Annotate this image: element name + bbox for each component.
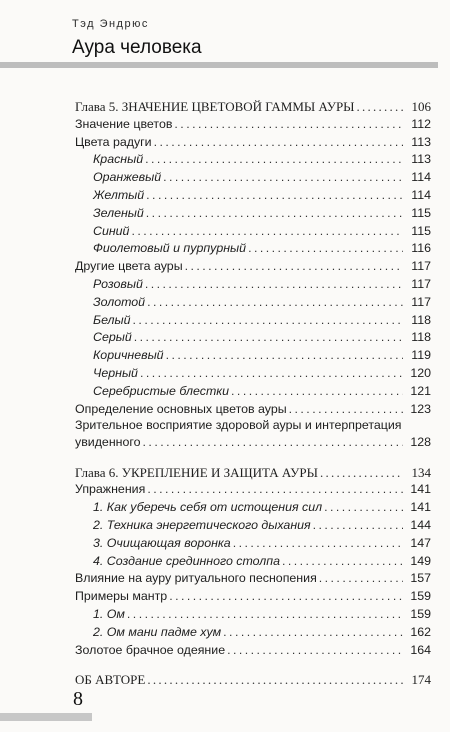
toc-subentry xyxy=(75,240,431,258)
toc-entry xyxy=(75,116,431,134)
toc-entry-label: Определение основных цветов ауры xyxy=(75,401,287,416)
toc-subentry xyxy=(75,606,431,624)
footer-rule xyxy=(0,713,92,721)
toc-entry-page: 112 xyxy=(411,116,431,131)
toc-entry-continuation xyxy=(75,434,431,452)
toc-entry-label: 3. Очищающая воронка xyxy=(93,535,231,550)
toc-entry-label: Глава 6. УКРЕПЛЕНИЕ И ЗАЩИТА АУРЫ xyxy=(75,464,318,480)
toc-entry xyxy=(75,481,431,499)
toc-entry-page: 157 xyxy=(410,571,431,586)
toc-entry-label: Упражнения xyxy=(75,482,146,497)
toc-entry-page: 120 xyxy=(410,365,431,380)
dot-leader xyxy=(147,671,403,689)
toc-entry-page: 121 xyxy=(410,383,431,398)
toc-entry-label: Белый xyxy=(93,312,131,327)
book-title: Аура человека xyxy=(72,37,202,58)
toc-entry-page: 164 xyxy=(410,642,431,657)
toc-entry-label: Глава 5. ЗНАЧЕНИЕ ЦВЕТОВОЙ ГАММЫ АУРЫ xyxy=(75,99,355,114)
toc-subentry xyxy=(75,151,431,169)
toc-entry-page: 117 xyxy=(411,276,431,291)
dot-leader xyxy=(143,434,403,452)
author-name: Тэд Эндрюс xyxy=(72,18,149,30)
dot-leader xyxy=(248,240,403,258)
toc-entry-label: 2. Ом мани падме хум xyxy=(93,624,222,639)
toc-subentry xyxy=(75,223,431,241)
dot-leader xyxy=(227,642,403,660)
toc-entry xyxy=(75,258,431,276)
toc-entry-page: 159 xyxy=(410,589,431,604)
dot-leader xyxy=(319,570,403,588)
toc-entry-label: Золотой xyxy=(93,294,146,309)
toc-entry-label: ОБ АВТОРЕ xyxy=(75,672,146,688)
dot-leader xyxy=(145,151,403,169)
toc-about-author xyxy=(75,671,431,689)
toc-subentry xyxy=(75,312,431,330)
header-rule xyxy=(0,62,438,68)
toc-entry-label: Другие цвета ауры xyxy=(75,259,183,274)
dot-leader xyxy=(154,134,403,152)
toc-entry-label: Черный xyxy=(93,365,138,380)
toc-entry-label: Значение цветов xyxy=(75,116,173,131)
toc-entry-page: 147 xyxy=(410,535,431,550)
toc-subentry xyxy=(75,347,431,365)
toc-entry xyxy=(75,588,431,606)
toc-entry-page: 144 xyxy=(410,518,431,533)
dot-leader xyxy=(140,365,403,383)
toc-entry-label: 1. Ом xyxy=(93,607,125,622)
toc-subentry xyxy=(75,517,431,535)
dot-leader xyxy=(147,294,403,312)
dot-leader xyxy=(131,223,403,241)
toc-entry-page: 116 xyxy=(411,241,431,256)
toc-entry-page: 141 xyxy=(410,500,431,515)
dot-leader xyxy=(163,169,403,187)
toc-entry-page: 128 xyxy=(410,434,431,449)
dot-leader xyxy=(313,517,403,535)
dot-leader xyxy=(324,499,403,517)
toc-subentry xyxy=(75,535,431,553)
toc-entry-page: 113 xyxy=(411,134,431,149)
toc-entry-label: Влияние на ауру ритуального песнопения xyxy=(75,571,317,586)
toc-entry-label: Розовый xyxy=(93,276,143,291)
toc-entry-page: 114 xyxy=(411,187,431,202)
toc-subentry xyxy=(75,329,431,347)
toc-entry-label: Золотое брачное одеяние xyxy=(75,642,226,657)
toc-subentry xyxy=(75,294,431,312)
toc-entry-page: 162 xyxy=(410,624,431,639)
toc-entry xyxy=(75,642,431,660)
toc-subentry xyxy=(75,624,431,642)
toc-entry-label: Фиолетовый и пурпурный xyxy=(93,241,247,256)
toc-subentry xyxy=(75,553,431,571)
dot-leader xyxy=(174,116,403,134)
toc-entry-label: Синий xyxy=(93,223,130,238)
dot-leader xyxy=(169,588,403,606)
dot-leader xyxy=(223,624,403,642)
toc-entry-label: Зеленый xyxy=(93,205,144,220)
toc-subentry xyxy=(75,383,431,401)
toc-entry xyxy=(75,570,431,588)
dot-leader xyxy=(166,347,403,365)
toc-entry-page: 149 xyxy=(410,553,431,568)
dot-leader xyxy=(133,312,403,330)
section-gap xyxy=(75,452,431,464)
toc-entry-page: 117 xyxy=(411,259,431,274)
dot-leader xyxy=(147,481,403,499)
toc-entry-label: 1. Как уберечь себя от истощения сил xyxy=(93,500,323,515)
toc-entry-label: Желтый xyxy=(93,187,145,202)
toc-entry-label-line1: Зрительное восприятие здоровой ауры и интерпретация xyxy=(75,418,402,433)
dot-leader xyxy=(185,258,403,276)
dot-leader xyxy=(320,464,403,482)
toc-chapter-6 xyxy=(75,464,431,482)
table-of-contents xyxy=(75,98,431,689)
toc-entry-page: 115 xyxy=(411,205,431,220)
toc-entry-label: Коричневый xyxy=(93,348,164,363)
toc-chapter-5 xyxy=(75,98,431,116)
dot-leader xyxy=(289,401,403,419)
page-number: 8 xyxy=(73,688,83,710)
section-gap xyxy=(75,659,431,671)
toc-entry-page: 141 xyxy=(410,482,431,497)
dot-leader xyxy=(146,187,403,205)
toc-entry-page: 118 xyxy=(411,330,431,345)
toc-entry-page: 117 xyxy=(411,294,431,309)
toc-entry-label: Примеры мантр xyxy=(75,589,168,604)
toc-entry-page: 134 xyxy=(411,464,431,480)
toc-entry-page: 113 xyxy=(411,152,431,167)
toc-subentry xyxy=(75,499,431,517)
toc-entry-page: 159 xyxy=(410,607,431,622)
toc-entry-label: Оранжевый xyxy=(93,170,162,185)
toc-entry-page: 123 xyxy=(410,401,431,416)
toc-entry-page: 118 xyxy=(411,312,431,327)
toc-entry-label: 4. Создание срединного столпа xyxy=(93,553,280,568)
toc-entry-page: 115 xyxy=(411,223,431,238)
dot-leader xyxy=(282,553,403,571)
toc-subentry xyxy=(75,276,431,294)
toc-subentry xyxy=(75,169,431,187)
toc-entry-label: Серебристые блестки xyxy=(93,383,230,398)
dot-leader xyxy=(127,606,403,624)
toc-entry-page: 174 xyxy=(411,672,431,688)
toc-subentry xyxy=(75,205,431,223)
toc-entry-label: 2. Техника энергетического дыхания xyxy=(93,518,311,533)
toc-entry xyxy=(75,401,431,419)
toc-entry-page: 114 xyxy=(411,170,431,185)
toc-subentry xyxy=(75,187,431,205)
dot-leader xyxy=(146,205,403,223)
toc-entry-label: Цвета радуги xyxy=(75,134,152,149)
dot-leader xyxy=(357,98,403,116)
dot-leader xyxy=(231,383,403,401)
toc-entry-page: 119 xyxy=(411,348,431,363)
dot-leader xyxy=(134,329,403,347)
toc-entry-label: Красный xyxy=(93,152,144,167)
dot-leader xyxy=(145,276,403,294)
toc-entry-label-line2: увиденного xyxy=(75,434,141,449)
dot-leader xyxy=(233,535,403,553)
toc-entry-page: 106 xyxy=(411,99,431,114)
toc-entry-multiline xyxy=(75,418,431,434)
toc-subentry xyxy=(75,365,431,383)
toc-entry-label: Серый xyxy=(93,330,132,345)
toc-entry xyxy=(75,134,431,152)
